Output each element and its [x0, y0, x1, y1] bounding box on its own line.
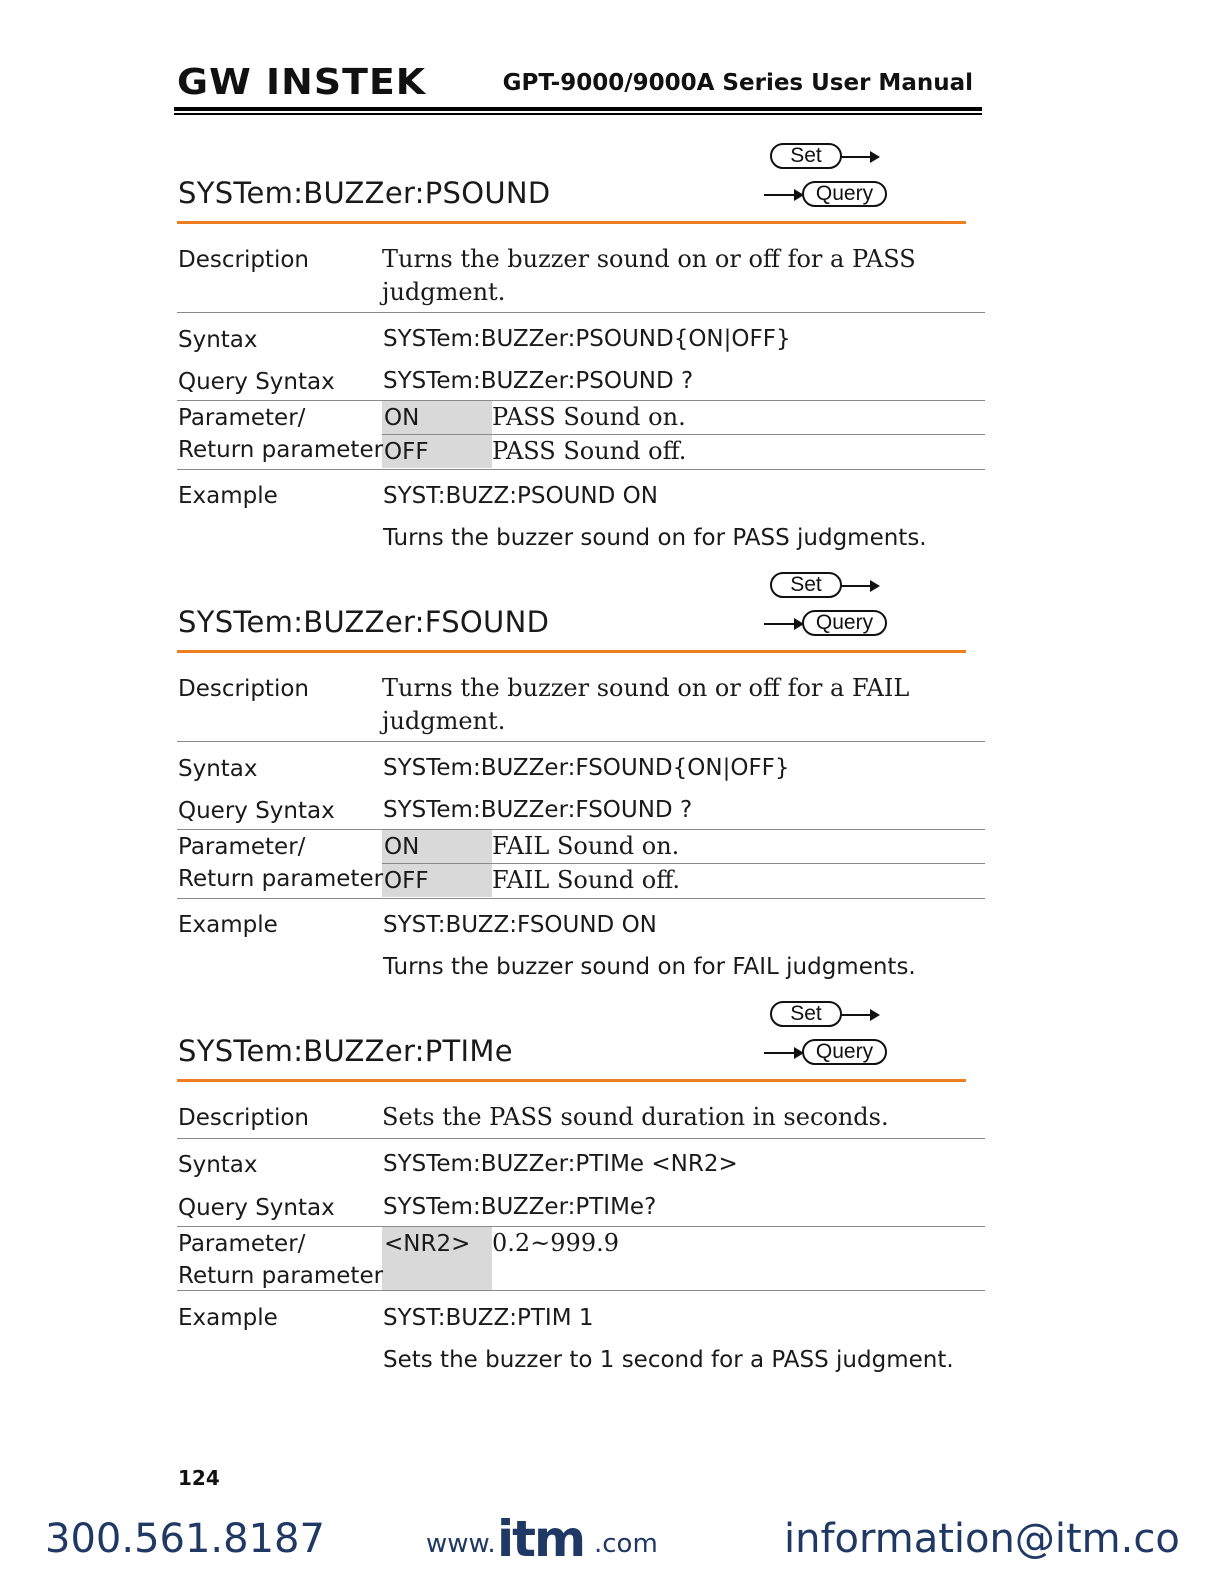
syntax-label: Syntax: [178, 327, 258, 353]
row-divider: [177, 1226, 985, 1227]
set-arrow-icon: [870, 1009, 880, 1021]
footer-phone: 300.561.8187: [45, 1516, 325, 1562]
set-badge: Set: [770, 143, 842, 169]
param-key: OFF: [384, 439, 429, 465]
query-syntax-value: SYSTem:BUZZer:PTIMe?: [383, 1194, 657, 1220]
parameter-label: Parameter/: [178, 405, 306, 431]
row-divider: [177, 829, 985, 830]
query-arrow-line: [764, 623, 796, 625]
query-syntax-label: Query Syntax: [178, 798, 335, 824]
example-command: SYST:BUZZ:FSOUND ON: [383, 912, 657, 938]
set-arrow-icon: [870, 151, 880, 163]
param-divider: [382, 863, 985, 864]
row-divider: [177, 312, 985, 313]
row-divider: [177, 898, 985, 899]
row-divider: [177, 1138, 985, 1139]
query-badge: Query: [802, 181, 887, 207]
example-command: SYST:BUZZ:PTIM 1: [383, 1305, 594, 1331]
param-desc: FAIL Sound off.: [492, 866, 681, 894]
param-divider: [382, 434, 985, 435]
query-arrow-line: [764, 194, 796, 196]
example-label: Example: [178, 483, 278, 509]
param-key: ON: [384, 834, 420, 860]
section-rule: [177, 650, 966, 653]
example-description: Turns the buzzer sound on for FAIL judgments.: [383, 954, 916, 980]
param-desc: FAIL Sound on.: [492, 832, 680, 860]
footer-www: www.: [426, 1529, 496, 1559]
row-divider: [177, 469, 985, 470]
header-rule-thin: [174, 113, 982, 115]
param-key: OFF: [384, 868, 429, 894]
description-text-cont: judgment.: [382, 278, 506, 306]
set-arrow-line: [840, 585, 872, 587]
syntax-value: SYSTem:BUZZer:PSOUND{ON|OFF}: [383, 326, 791, 352]
header-rule: [174, 107, 982, 111]
example-label: Example: [178, 1305, 278, 1331]
param-desc: PASS Sound off.: [492, 437, 687, 465]
description-label: Description: [178, 247, 309, 273]
query-badge: Query: [802, 1039, 887, 1065]
syntax-value: SYSTem:BUZZer:FSOUND{ON|OFF}: [383, 755, 790, 781]
param-desc: PASS Sound on.: [492, 403, 686, 431]
example-description: Sets the buzzer to 1 second for a PASS judgment.: [383, 1347, 954, 1373]
row-divider: [177, 741, 985, 742]
description-text: Turns the buzzer sound on or off for a PASS: [382, 245, 916, 273]
example-command: SYST:BUZZ:PSOUND ON: [383, 483, 658, 509]
row-divider: [177, 1290, 985, 1291]
footer-email: information@itm.co: [784, 1516, 1180, 1562]
set-arrow-line: [840, 1014, 872, 1016]
param-desc: 0.2~999.9: [492, 1229, 619, 1257]
set-query-indicator: [762, 143, 892, 213]
set-arrow-line: [840, 156, 872, 158]
return-parameter-label: Return parameter: [178, 866, 384, 892]
brand-logo: GW INSTEK: [177, 62, 427, 103]
param-key: <NR2>: [384, 1231, 471, 1257]
footer-com: .com: [594, 1529, 658, 1559]
example-description: Turns the buzzer sound on for PASS judgments.: [383, 525, 927, 551]
set-badge: Set: [770, 1001, 842, 1027]
parameter-label: Parameter/: [178, 1231, 306, 1257]
description-text: Sets the PASS sound duration in seconds.: [382, 1103, 889, 1131]
description-label: Description: [178, 1105, 309, 1131]
footer-itm-logo: itm: [497, 1510, 585, 1568]
query-syntax-label: Query Syntax: [178, 369, 335, 395]
parameter-label: Parameter/: [178, 834, 306, 860]
set-badge: Set: [770, 572, 842, 598]
command-title: SYSTem:BUZZer:PSOUND: [178, 176, 551, 210]
command-title: SYSTem:BUZZer:PTIMe: [178, 1034, 513, 1068]
example-label: Example: [178, 912, 278, 938]
section-rule: [177, 221, 966, 224]
param-key: ON: [384, 405, 420, 431]
description-text-cont: judgment.: [382, 707, 506, 735]
query-syntax-value: SYSTem:BUZZer:FSOUND ?: [383, 797, 693, 823]
row-divider: [177, 400, 985, 401]
query-syntax-value: SYSTem:BUZZer:PSOUND ?: [383, 368, 694, 394]
set-arrow-icon: [870, 580, 880, 592]
description-label: Description: [178, 676, 309, 702]
set-query-indicator: [762, 1001, 892, 1071]
syntax-label: Syntax: [178, 1152, 258, 1178]
section-rule: [177, 1079, 966, 1082]
command-title: SYSTem:BUZZer:FSOUND: [178, 605, 550, 639]
query-arrow-line: [764, 1052, 796, 1054]
description-text: Turns the buzzer sound on or off for a FAIL: [382, 674, 910, 702]
query-syntax-label: Query Syntax: [178, 1195, 335, 1221]
return-parameter-label: Return parameter: [178, 437, 384, 463]
set-query-indicator: [762, 572, 892, 642]
syntax-value: SYSTem:BUZZer:PTIMe <NR2>: [383, 1151, 738, 1177]
query-badge: Query: [802, 610, 887, 636]
return-parameter-label: Return parameter: [178, 1263, 384, 1289]
manual-title: GPT-9000/9000A Series User Manual: [502, 70, 973, 96]
page-number: 124: [178, 1466, 220, 1490]
syntax-label: Syntax: [178, 756, 258, 782]
